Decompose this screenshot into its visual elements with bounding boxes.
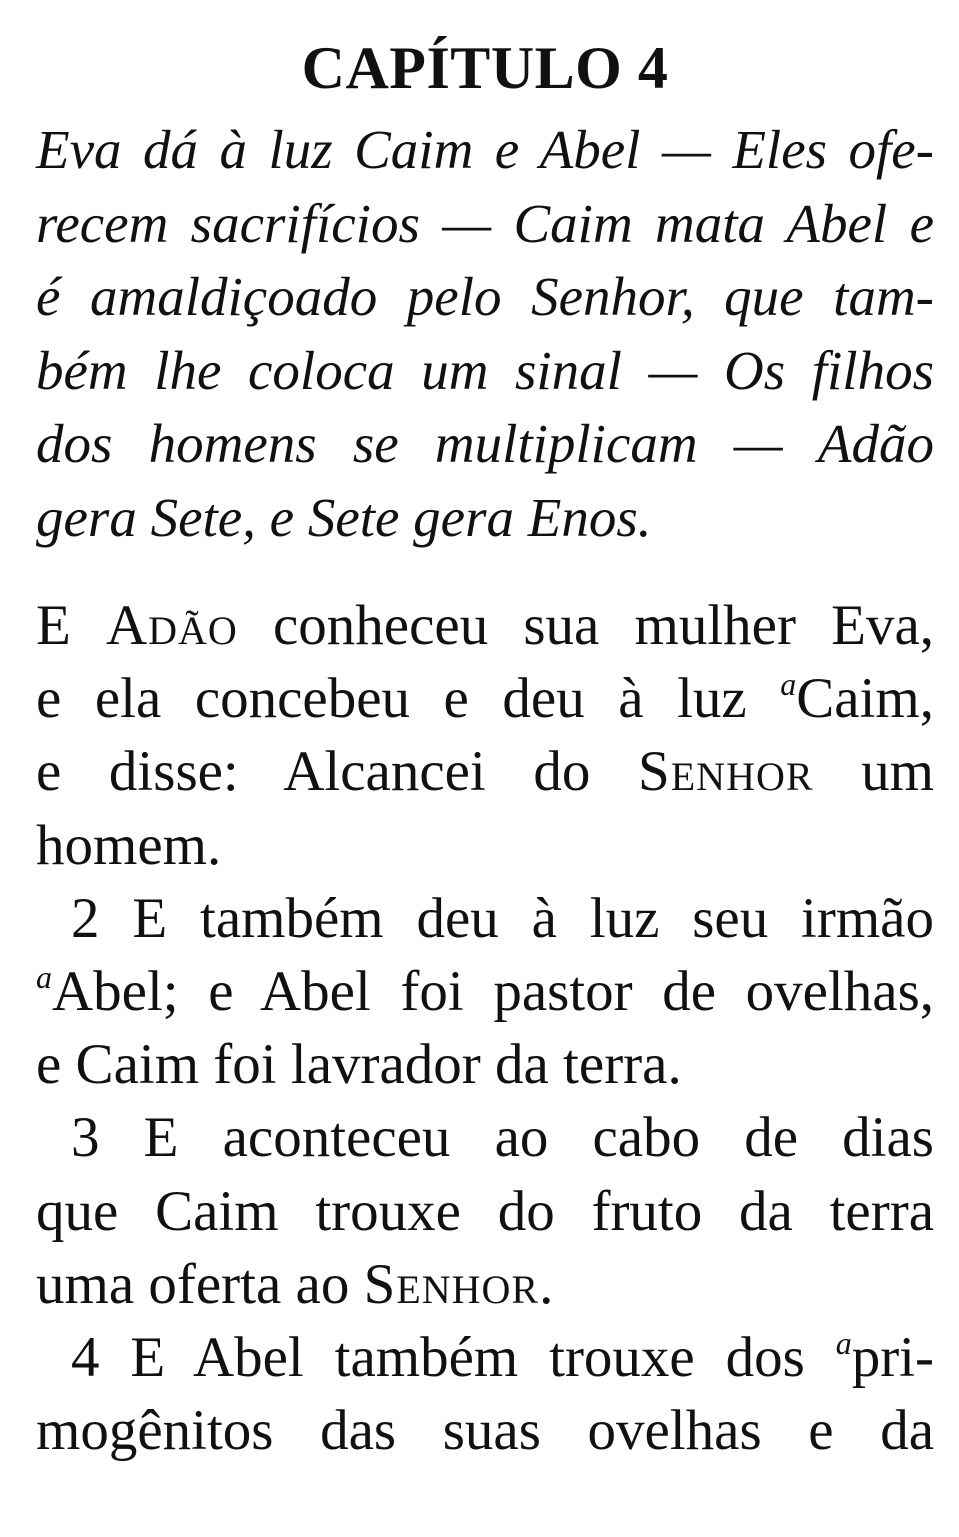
verse-text: E também deu à luz seu irmão [99, 886, 934, 950]
verse-text: E [36, 594, 106, 657]
chapter-title: CAPÍTULO 4 [301, 35, 669, 101]
small-caps-name: Adão [106, 594, 238, 657]
verse-text: e ela concebeu e deu à luz [36, 667, 781, 731]
verse-text: um [813, 740, 934, 804]
verse-text: Caim, [796, 667, 934, 731]
verse-text: Abel; e Abel foi pastor de ovelhas, [52, 960, 934, 1024]
footnote-marker[interactable]: a [36, 959, 52, 996]
footnote-marker[interactable]: a [835, 1325, 852, 1362]
verse-1-line [36, 589, 934, 662]
summary-line: bém lhe coloca um sinal — Os filhos [36, 339, 934, 401]
chapter-summary [36, 113, 934, 554]
summary-line: Eva dá à luz Caim e Abel — Eles ofe- [36, 119, 934, 180]
verse-3-line: que Caim trouxe do fruto da terra [36, 1179, 934, 1243]
verse-number: 4 [71, 1326, 100, 1390]
summary-line: é amaldiçoado pelo Senhor, que tam- [36, 266, 934, 327]
verse-3-line [36, 1248, 934, 1321]
verse-2-line [36, 955, 934, 1028]
verse-4-line [36, 1321, 934, 1394]
verse-text: uma oferta ao [36, 1252, 364, 1316]
verse-text: conheceu sua mulher Eva, [237, 594, 935, 657]
verse-2-line: e Caim foi lavrador da terra. [36, 1033, 682, 1097]
verse-1-line: homem. [36, 813, 222, 877]
footnote-marker[interactable]: a [780, 666, 797, 703]
verses-body [36, 589, 934, 1467]
scripture-page [36, 30, 934, 1467]
small-caps-name: Senhor [363, 1252, 540, 1316]
summary-line: gera Sete, e Sete gera Enos. [36, 486, 652, 548]
verse-text: e disse: Alcancei do [36, 740, 639, 804]
verse-2-line [36, 882, 934, 955]
summary-line: recem sacrifícios — Caim mata Abel e [36, 192, 934, 254]
verse-text: . [539, 1252, 554, 1316]
verse-3-line [36, 1101, 934, 1174]
small-caps-name: Senhor [638, 740, 814, 804]
verse-number: 3 [71, 1106, 100, 1170]
verse-1-line [36, 662, 934, 735]
verse-4-line: mogênitos das suas ovelhas e da [36, 1399, 934, 1463]
verse-text: E aconteceu ao cabo de dias [99, 1106, 934, 1170]
summary-line: dos homens se multiplicam — Adão [36, 413, 934, 474]
verse-1-line [36, 735, 934, 808]
verse-text: E Abel também trouxe dos [99, 1326, 836, 1390]
verse-number: 2 [71, 886, 100, 950]
verse-text: pri- [851, 1326, 934, 1390]
